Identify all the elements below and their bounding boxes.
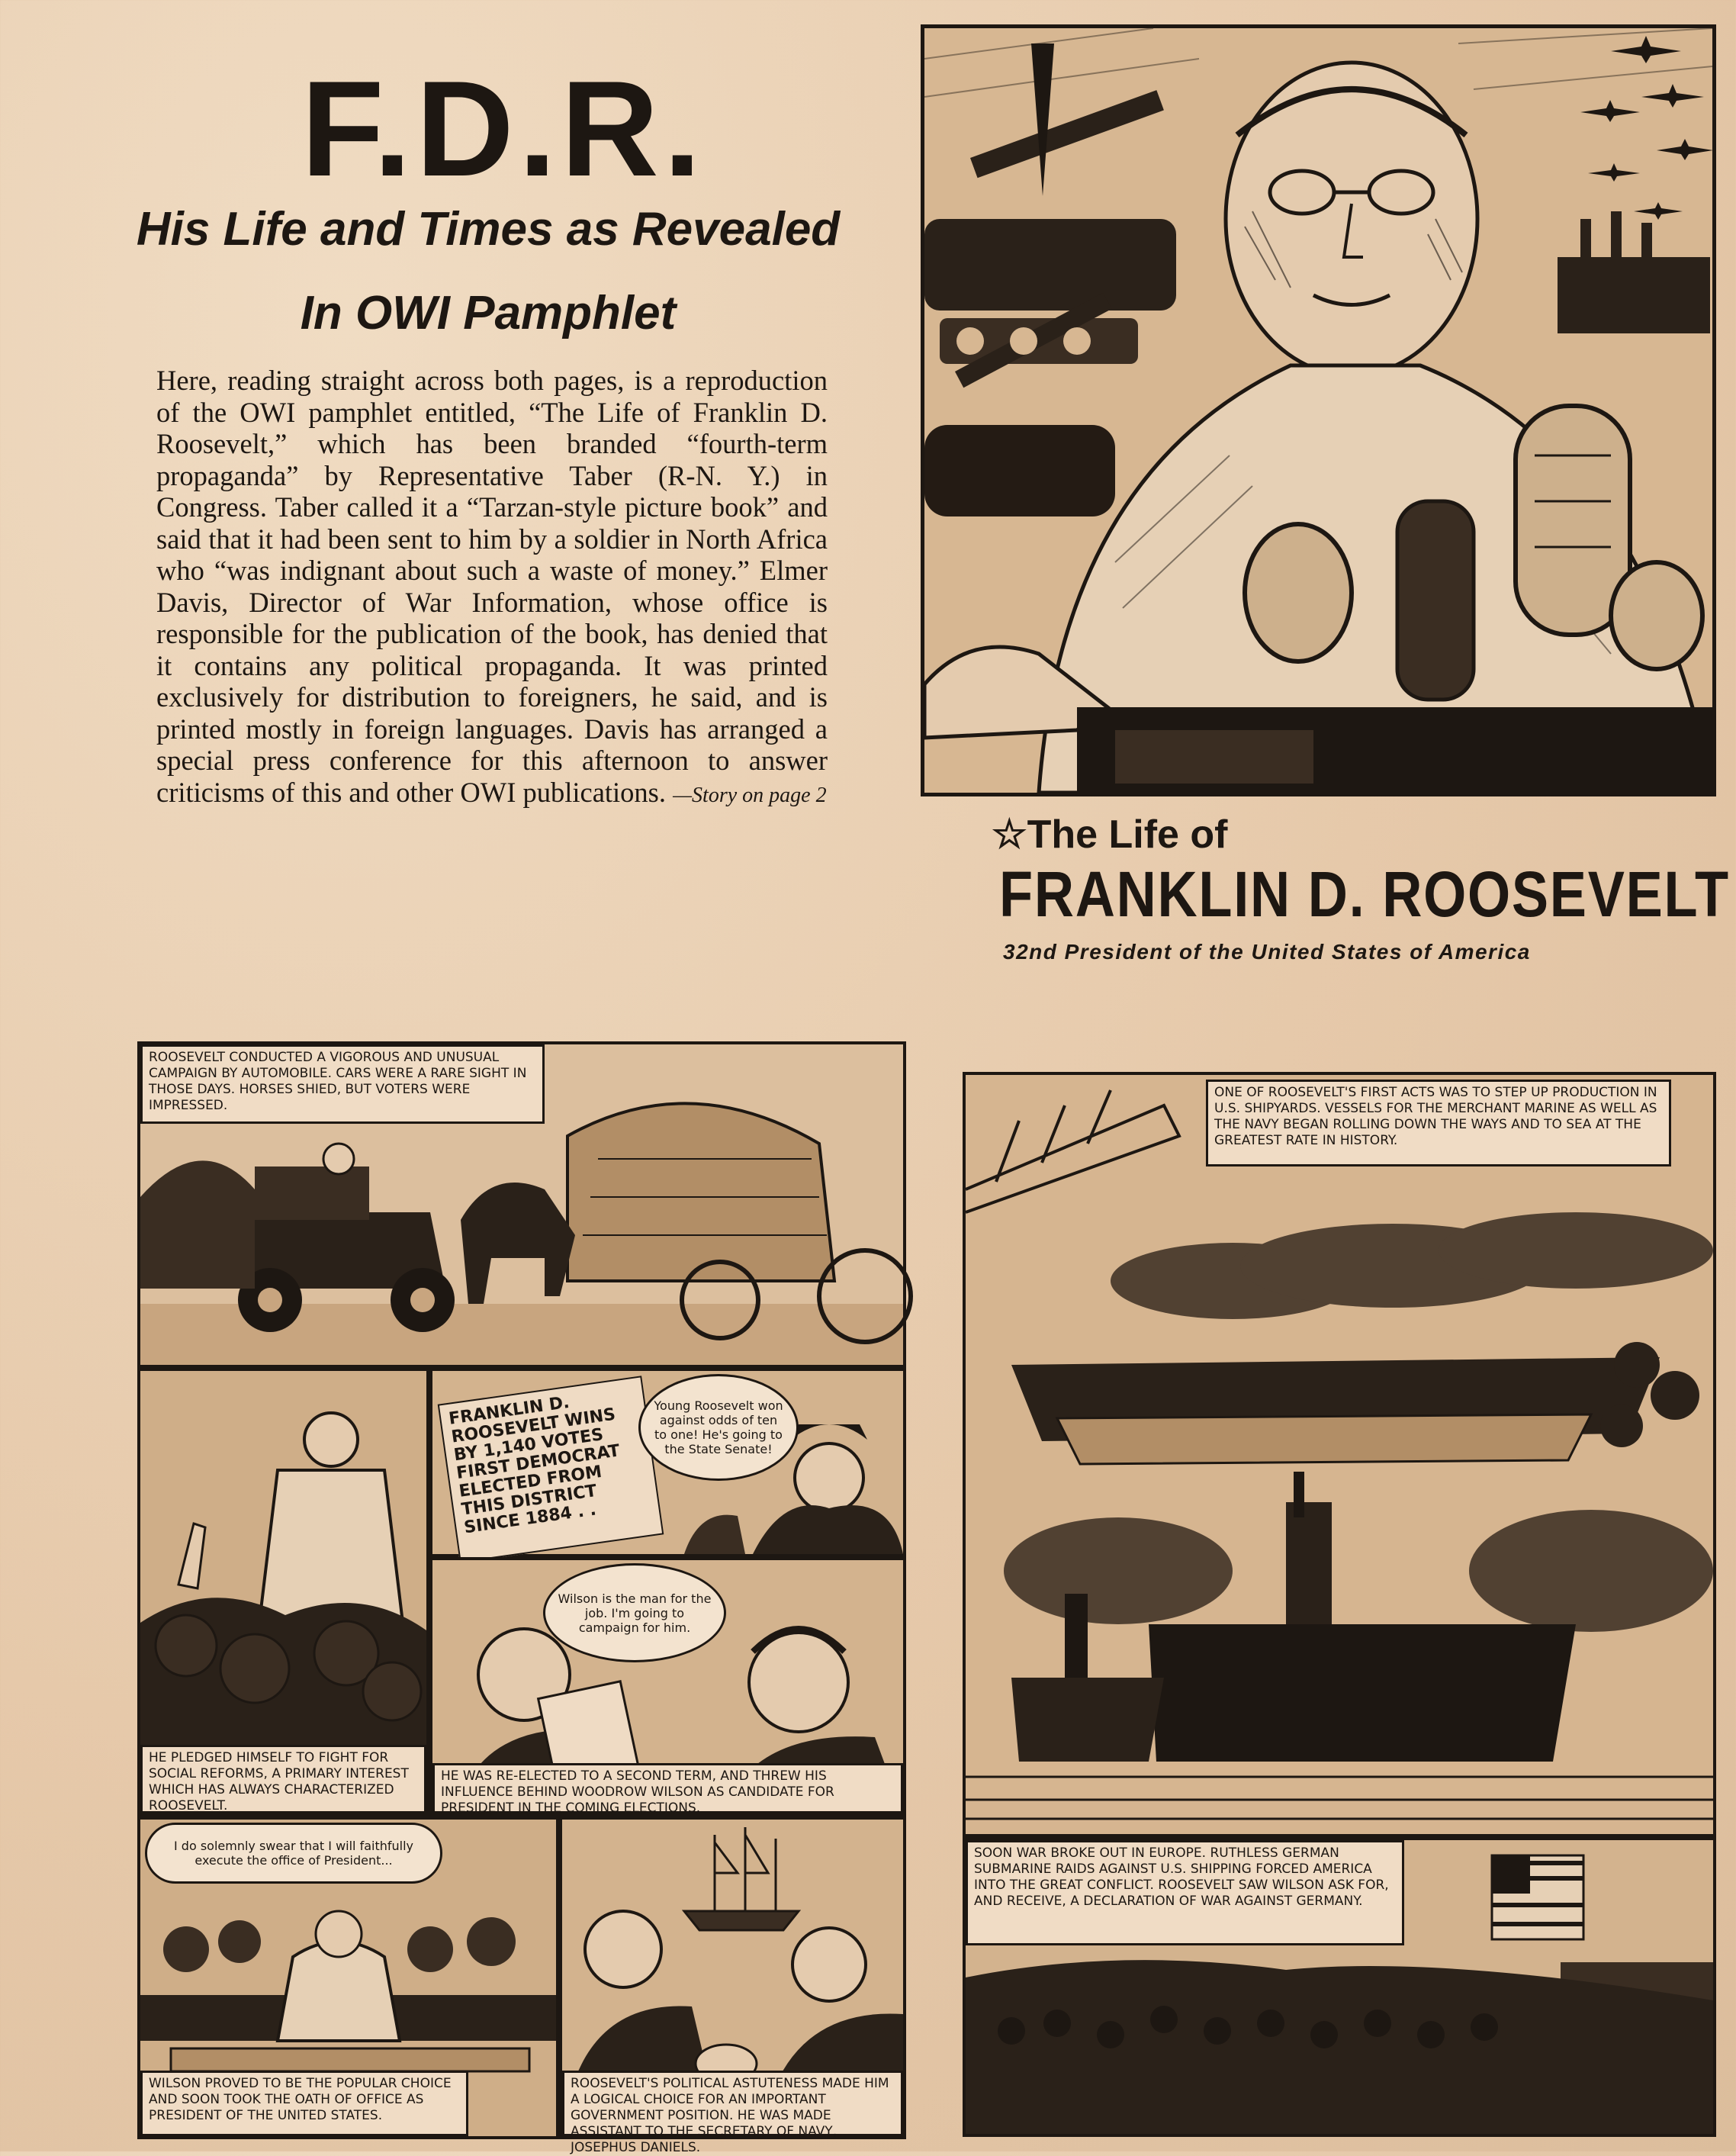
intro-article — [156, 365, 828, 811]
war-declaration-caption: SOON WAR BROKE OUT IN EUROPE. RUTHLESS GERMAN SUBMARINE RAIDS AGAINST U.S. SHIPPING FORCED AMERICA INTO THE GREAT CONFLICT. ROOSEVELT SAW WILSON ASK FOR, AND RECEIVE, A DECLARATION OF WAR AGAINST GERMANY. — [966, 1840, 1404, 1945]
wilson-campaign-caption: HE WAS RE-ELECTED TO A SECOND TERM, AND THREW HIS INFLUENCE BEHIND WOODROW WILSON AS CANDIDATE FOR PRESIDENT IN THE COMING ELECTIONS. — [432, 1763, 903, 1813]
pamphlet-title-name: FRANKLIN D. ROOSEVELT — [999, 858, 1730, 930]
american-flag — [1492, 1855, 1583, 1939]
panel-war-declaration — [963, 1837, 1716, 2137]
shipyards-illustration — [966, 1075, 1713, 1834]
speech-bubble-election: Young Roosevelt won against odds of ten to one! He's going to the State Senate! — [638, 1374, 799, 1481]
roosevelt-portrait-illustration — [921, 24, 1716, 796]
pledge-caption: HE PLEDGED HIMSELF TO FIGHT FOR SOCIAL REFORMS, A PRIMARY INTEREST WHICH HAS ALWAYS CHARACTERIZED ROOSEVELT. — [140, 1745, 426, 1813]
panel-navy-appointment — [559, 1817, 906, 2155]
speech-bubble-oath: I do solemnly swear that I will faithfully execute the office of President... — [145, 1823, 442, 1884]
navy-appointment-caption: ROOSEVELT'S POLITICAL ASTUTENESS MADE HIM A LOGICAL CHOICE FOR AN IMPORTANT GOVERNMENT POSITION. HE WAS MADE ASSISTANT TO THE SECRETARY OF NAVY, JOSEPHUS DANIELS. — [562, 2071, 903, 2136]
pamphlet-title-prefix: ☆The Life of — [992, 813, 1228, 857]
panel-oath — [137, 1817, 559, 2139]
shipyards-caption: ONE OF ROOSEVELT'S FIRST ACTS WAS TO STEP UP PRODUCTION IN U.S. SHIPYARDS. VESSELS FOR THE MERCHANT MARINE AS WELL AS THE NAVY BEGAN ROLLING DOWN THE WAYS AND TO SEA AT THE GREATEST RATE IN HISTORY. — [1206, 1080, 1671, 1166]
panel-election-news — [429, 1368, 906, 1557]
portrait-drawing — [924, 28, 1712, 793]
speech-bubble-wilson: Wilson is the man for the job. I'm going to campaign for him. — [543, 1563, 726, 1662]
panel-campaign — [137, 1041, 906, 1368]
newspaper-clipping: FRANKLIN D. ROOSEVELT WINS BY 1,140 VOTES FIRST DEMOCRAT ELECTED FROM THIS DISTRICT SINCE 1884 . . — [438, 1376, 664, 1563]
intro-text: Here, reading straight across both pages, is a reproduction of the OWI pamphlet entitled, “The Life of Franklin D. Roosevelt,” which has been branded “fourth-term propaganda” by Representative Taber (R-N. Y.) in Congress. Taber called it a “Tarzan-style picture book” and said that it had been sent to him by a soldier in North Africa who “was indignant about such a waste of money.” Elmer Davis, Director of War Information, whose office is responsible for the publication of the book, has denied that it contains any political propaganda. It was printed exclusively for distribution to foreigners, he said, and is printed mostly in foreign languages. Davis has arranged a special press conference for this afternoon to answer criticisms of this and other OWI publications. — [156, 365, 828, 808]
panel-pledge — [137, 1368, 429, 1817]
pamphlet-subtitle: 32nd President of the United States of America — [1003, 940, 1531, 964]
campaign-caption: ROOSEVELT CONDUCTED A VIGOROUS AND UNUSUAL CAMPAIGN BY AUTOMOBILE. CARS WERE A RARE SIGHT IN THOSE DAYS. HORSES SHIED, BUT VOTERS WERE IMPRESSED. — [140, 1044, 545, 1124]
story-continuation-note: —Story on page 2 — [673, 783, 827, 807]
oath-caption: WILSON PROVED TO BE THE POPULAR CHOICE AND SOON TOOK THE OATH OF OFFICE AS PRESIDENT OF THE UNITED STATES. — [140, 2071, 468, 2136]
headline: F.D.R. — [301, 53, 706, 204]
panel-wilson-campaign — [429, 1557, 906, 1817]
panel-shipyards — [963, 1072, 1716, 1837]
subheadline-line-2: In OWI Pamphlet — [300, 287, 677, 339]
subheadline-line-1: His Life and Times as Revealed — [136, 203, 841, 256]
